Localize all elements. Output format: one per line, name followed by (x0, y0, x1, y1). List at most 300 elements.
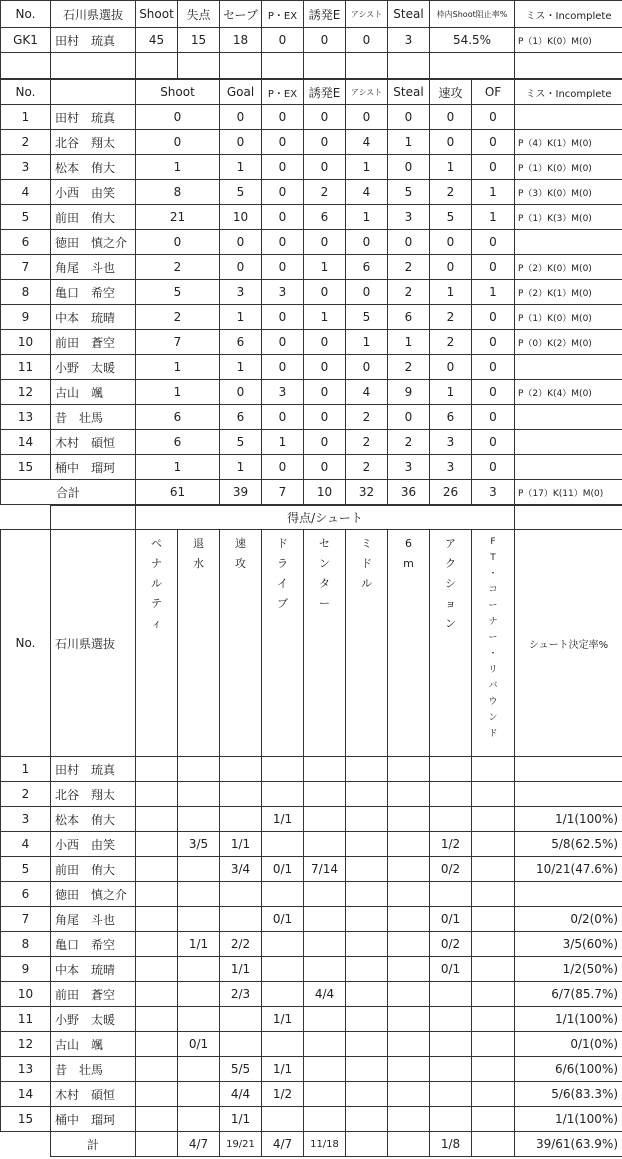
shot-cell (304, 882, 346, 907)
shot-cell (136, 957, 178, 982)
header-char: ミ (361, 537, 372, 550)
player-miss: P（3）K(0）M(0) (515, 180, 622, 205)
stat-cell: 0 (304, 155, 346, 180)
gk-miss: P（1）K(0）M(0) (515, 28, 622, 53)
total-fastbreak: 19/21 (220, 1132, 262, 1157)
shot-cell (472, 807, 515, 832)
stat-cell: 1 (136, 155, 220, 180)
shot-cell (472, 957, 515, 982)
stat-cell: 1 (220, 355, 262, 380)
player-miss (515, 405, 622, 430)
shot-cell (262, 782, 304, 807)
shot-cell (178, 957, 220, 982)
stat-cell: 2 (388, 355, 430, 380)
gk-header-row (1, 1, 622, 28)
shot-cell (346, 982, 388, 1007)
stat-cell: 0 (472, 355, 515, 380)
shot-cell (346, 1082, 388, 1107)
shot-cell (178, 1107, 220, 1132)
header-char: ブ (277, 597, 288, 610)
stat-cell: 1 (430, 155, 472, 180)
player-name: 中本 琉晴 (51, 305, 136, 330)
header-induced-error: 誘発E (304, 80, 346, 105)
shot-cell (262, 832, 304, 857)
shot-cell (472, 1107, 515, 1132)
stat-cell: 1 (472, 180, 515, 205)
stat-cell: 0 (472, 255, 515, 280)
stat-cell: 2 (304, 180, 346, 205)
shot-cell: 0/1 (262, 857, 304, 882)
header-conceded: 失点 (178, 1, 220, 28)
stat-cell: 2 (430, 180, 472, 205)
header-no: No. (1, 530, 51, 757)
header-char: 退 (193, 537, 204, 550)
shot-group-label: 得点/シュート (136, 506, 515, 530)
shot-cell (388, 782, 430, 807)
header-ft-corner-rebound (472, 530, 515, 757)
stat-cell: 0 (304, 455, 346, 480)
player-miss (515, 430, 622, 455)
stat-cell: 0 (262, 130, 304, 155)
stat-cell: 1 (304, 255, 346, 280)
header-char: ン (445, 617, 456, 630)
stat-cell: 0 (472, 155, 515, 180)
shot-cell (136, 1032, 178, 1057)
table-row (1, 205, 622, 230)
shot-cell (472, 907, 515, 932)
player-miss: P（1）K(0）M(0) (515, 155, 622, 180)
stat-cell: 2 (430, 305, 472, 330)
player-name: 木村 碩恒 (51, 1082, 136, 1107)
gk-save: 18 (220, 28, 262, 53)
shot-cell (178, 1082, 220, 1107)
header-char: m (403, 557, 414, 570)
shot-rate: 10/21(47.6%) (515, 857, 622, 882)
shot-cell (388, 1107, 430, 1132)
shot-cell (430, 882, 472, 907)
total-fastbreak: 26 (430, 480, 472, 505)
player-no: 1 (1, 757, 51, 782)
stat-cell: 8 (136, 180, 220, 205)
shot-cell (136, 1007, 178, 1032)
shot-cell (388, 932, 430, 957)
player-miss: P（2）K(4）M(0) (515, 380, 622, 405)
shot-cell (220, 782, 262, 807)
stat-cell: 3 (262, 280, 304, 305)
header-char: ド (488, 729, 498, 739)
header-6m (388, 530, 430, 757)
stat-cell: 21 (136, 205, 220, 230)
shot-cell (472, 1007, 515, 1032)
header-team: 石川県選抜 (51, 1, 136, 28)
header-char: 速 (235, 537, 246, 550)
shot-cell (136, 857, 178, 882)
stat-cell: 6 (220, 330, 262, 355)
stat-cell: 0 (346, 355, 388, 380)
shot-cell: 0/1 (262, 907, 304, 932)
total-induced-error: 10 (304, 480, 346, 505)
player-name: 桶中 瑠珂 (51, 455, 136, 480)
player-no: 9 (1, 957, 51, 982)
total-label: 合計 (1, 480, 136, 505)
shot-cell (178, 1007, 220, 1032)
stat-cell: 4 (346, 380, 388, 405)
stat-cell: 0 (262, 155, 304, 180)
shot-rate: 0/2(0%) (515, 907, 622, 932)
shot-cell (388, 1057, 430, 1082)
shot-rate: 6/7(85.7%) (515, 982, 622, 1007)
header-shot-rate: シュート決定率% (515, 530, 622, 757)
header-pex: P・EX (262, 1, 304, 28)
shot-cell (136, 907, 178, 932)
shot-cell: 1/1 (262, 807, 304, 832)
player-name: 小西 由笑 (51, 832, 136, 857)
stat-cell: 3 (220, 280, 262, 305)
shot-cell: 1/1 (220, 832, 262, 857)
header-char: ー (488, 601, 498, 611)
header-penalty (136, 530, 178, 757)
player-no: 6 (1, 882, 51, 907)
player-name: 昔 壮馬 (51, 405, 136, 430)
shot-cell (304, 757, 346, 782)
player-miss: P（2）K(1）M(0) (515, 280, 622, 305)
player-miss: P（4）K(1）M(0) (515, 130, 622, 155)
header-char: 攻 (235, 557, 246, 570)
stat-cell: 5 (430, 205, 472, 230)
shot-cell: 1/1 (262, 1007, 304, 1032)
stat-cell: 0 (304, 355, 346, 380)
player-no: 12 (1, 380, 51, 405)
player-no: 4 (1, 180, 51, 205)
header-char: ・ (488, 569, 498, 579)
stat-cell: 2 (388, 255, 430, 280)
gk-assist: 0 (346, 28, 388, 53)
header-char: ン (319, 557, 330, 570)
player-name: 前田 侑大 (51, 205, 136, 230)
player-no: 14 (1, 430, 51, 455)
shot-cell (472, 1082, 515, 1107)
gk-name: 田村 琉真 (51, 28, 136, 53)
stat-cell: 1 (220, 155, 262, 180)
gk-save-rate: 54.5% (430, 28, 515, 53)
field-player-table (0, 79, 622, 505)
shot-cell (304, 1032, 346, 1057)
header-fastbreak (220, 530, 262, 757)
shot-total-row (1, 1132, 622, 1157)
shot-cell (220, 1007, 262, 1032)
gk-conceded: 15 (178, 28, 220, 53)
player-miss (515, 230, 622, 255)
player-no: 4 (1, 832, 51, 857)
stat-cell: 0 (220, 105, 262, 130)
header-char: 水 (193, 557, 204, 570)
shot-cell (388, 1032, 430, 1057)
header-assist: アシスト (346, 80, 388, 105)
stat-cell: 5 (136, 280, 220, 305)
stat-cell: 1 (136, 455, 220, 480)
shot-cell (346, 1032, 388, 1057)
shot-cell (178, 1057, 220, 1082)
stat-cell: 1 (346, 205, 388, 230)
shot-cell (304, 932, 346, 957)
shot-rate: 1/1(100%) (515, 1107, 622, 1132)
shot-cell (136, 832, 178, 857)
shot-cell: 2/3 (220, 982, 262, 1007)
shot-cell: 0/2 (430, 932, 472, 957)
table-row (1, 430, 622, 455)
player-name: 古山 颯 (51, 380, 136, 405)
table-row (1, 355, 622, 380)
stat-cell: 0 (304, 105, 346, 130)
stat-cell: 3 (388, 455, 430, 480)
total-goal: 39 (220, 480, 262, 505)
shot-cell (430, 757, 472, 782)
player-no: 7 (1, 255, 51, 280)
total-miss: P（17）K(11）M(0) (515, 480, 622, 505)
total-drive: 4/7 (262, 1132, 304, 1157)
player-no: 2 (1, 130, 51, 155)
table-row (1, 907, 622, 932)
stat-cell: 2 (388, 280, 430, 305)
total-shoot: 61 (136, 480, 220, 505)
gk-pex: 0 (262, 28, 304, 53)
shot-cell (346, 1057, 388, 1082)
table-row (1, 757, 622, 782)
stat-cell: 1 (220, 455, 262, 480)
header-no: No. (1, 80, 51, 105)
stat-cell: 0 (220, 255, 262, 280)
shot-cell: 4/4 (220, 1082, 262, 1107)
shot-cell: 0/2 (430, 857, 472, 882)
player-name: 木村 碩恒 (51, 430, 136, 455)
player-no: 11 (1, 1007, 51, 1032)
table-row (1, 832, 622, 857)
shot-cell (220, 807, 262, 832)
header-no: No. (1, 1, 51, 28)
player-name: 前田 蒼空 (51, 982, 136, 1007)
field-header-row (1, 80, 622, 105)
header-char: ド (361, 557, 372, 570)
stat-cell: 6 (220, 405, 262, 430)
player-name: 亀口 希空 (51, 280, 136, 305)
player-name: 田村 琉真 (51, 105, 136, 130)
table-row (1, 405, 622, 430)
player-no: 2 (1, 782, 51, 807)
stat-cell: 0 (220, 380, 262, 405)
stat-cell: 1 (472, 280, 515, 305)
stat-cell: 0 (472, 305, 515, 330)
shot-rate: 1/1(100%) (515, 1007, 622, 1032)
total-penalty (136, 1132, 178, 1157)
header-char: T (490, 553, 496, 563)
shot-cell (472, 1032, 515, 1057)
shot-cell: 2/2 (220, 932, 262, 957)
shot-cell (388, 757, 430, 782)
player-name: 北谷 翔太 (51, 130, 136, 155)
stat-cell: 0 (472, 430, 515, 455)
table-row (1, 105, 622, 130)
stat-cell: 6 (136, 430, 220, 455)
player-no: 3 (1, 807, 51, 832)
stat-cell: 2 (346, 405, 388, 430)
shot-cell (304, 832, 346, 857)
header-steal: Steal (388, 80, 430, 105)
shot-cell: 5/5 (220, 1057, 262, 1082)
spacer-row (1, 53, 622, 79)
header-char: ョ (445, 597, 456, 610)
shot-group-row (1, 506, 622, 530)
shot-cell (388, 807, 430, 832)
stat-cell: 0 (472, 405, 515, 430)
stat-cell: 2 (346, 455, 388, 480)
shot-cell (262, 1032, 304, 1057)
stat-cell: 0 (472, 330, 515, 355)
shot-cell: 3/4 (220, 857, 262, 882)
player-no: 1 (1, 105, 51, 130)
shot-cell (220, 757, 262, 782)
player-name: 松本 侑大 (51, 807, 136, 832)
stat-cell: 0 (304, 130, 346, 155)
player-no: 9 (1, 305, 51, 330)
shot-cell (178, 907, 220, 932)
shot-cell (304, 782, 346, 807)
header-assist: アシスト (346, 1, 388, 28)
player-name: 前田 侑大 (51, 857, 136, 882)
field-total-row (1, 480, 622, 505)
shot-rate (515, 757, 622, 782)
player-name: 徳田 慎之介 (51, 882, 136, 907)
stat-cell: 0 (430, 255, 472, 280)
stat-cell: 0 (304, 405, 346, 430)
shot-rate: 0/1(0%) (515, 1032, 622, 1057)
header-miss: ミス・Incomplete (515, 80, 622, 105)
shot-cell (430, 1032, 472, 1057)
shot-cell (304, 1082, 346, 1107)
header-char: ペ (151, 537, 162, 550)
player-no: 3 (1, 155, 51, 180)
stat-cell: 0 (262, 405, 304, 430)
total-action: 1/8 (430, 1132, 472, 1157)
stat-cell: 0 (262, 230, 304, 255)
player-no: 13 (1, 1057, 51, 1082)
stat-cell: 6 (388, 305, 430, 330)
table-row (1, 180, 622, 205)
stat-cell: 0 (472, 455, 515, 480)
player-miss (515, 455, 622, 480)
player-name: 昔 壮馬 (51, 1057, 136, 1082)
player-no: 10 (1, 982, 51, 1007)
shot-cell (472, 882, 515, 907)
stat-cell: 0 (304, 230, 346, 255)
shot-cell: 1/2 (430, 832, 472, 857)
player-miss: P（1）K(0）M(0) (515, 305, 622, 330)
table-row (1, 230, 622, 255)
shot-cell (136, 982, 178, 1007)
gk-shoot: 45 (136, 28, 178, 53)
stat-cell: 0 (136, 105, 220, 130)
table-row (1, 380, 622, 405)
shot-cell (346, 907, 388, 932)
shot-cell (178, 807, 220, 832)
shot-cell (472, 932, 515, 957)
player-name: 小野 太暖 (51, 355, 136, 380)
shot-cell (346, 882, 388, 907)
header-steal: Steal (388, 1, 430, 28)
shot-cell (430, 982, 472, 1007)
header-drive (262, 530, 304, 757)
stat-cell: 0 (262, 255, 304, 280)
total-steal: 36 (388, 480, 430, 505)
header-char: ・ (488, 649, 498, 659)
shot-cell (430, 1007, 472, 1032)
stat-cell: 3 (430, 455, 472, 480)
shot-cell (304, 807, 346, 832)
shot-cell (346, 932, 388, 957)
header-save-rate: 枠内Shoot阻止率% (430, 1, 515, 28)
gk-no: GK1 (1, 28, 51, 53)
stat-cell: 0 (304, 380, 346, 405)
shot-cell: 7/14 (304, 857, 346, 882)
shot-cell (304, 1007, 346, 1032)
shot-cell (472, 982, 515, 1007)
shot-cell (136, 932, 178, 957)
shot-rate: 1/2(50%) (515, 957, 622, 982)
stat-cell: 0 (304, 330, 346, 355)
header-char: ナ (151, 557, 162, 570)
stat-cell: 0 (262, 105, 304, 130)
stat-cell: 1 (136, 355, 220, 380)
stat-cell: 0 (346, 230, 388, 255)
header-char: F (490, 537, 496, 547)
stat-cell: 1 (262, 430, 304, 455)
shot-cell (262, 1107, 304, 1132)
table-row (1, 807, 622, 832)
stat-cell: 6 (136, 405, 220, 430)
shot-cell (472, 782, 515, 807)
stat-cell: 6 (430, 405, 472, 430)
table-row (1, 1082, 622, 1107)
player-no: 7 (1, 907, 51, 932)
shot-cell (220, 882, 262, 907)
shot-cell (430, 1082, 472, 1107)
header-char: コ (488, 585, 498, 595)
shot-cell (472, 757, 515, 782)
shot-cell (136, 1057, 178, 1082)
shot-cell (346, 1107, 388, 1132)
shot-cell (262, 957, 304, 982)
shot-cell (136, 882, 178, 907)
shot-cell (178, 882, 220, 907)
player-name: 前田 蒼空 (51, 330, 136, 355)
table-row (1, 130, 622, 155)
stat-cell: 0 (430, 230, 472, 255)
stat-cell: 5 (220, 430, 262, 455)
header-char: ド (277, 537, 288, 550)
shot-cell (220, 907, 262, 932)
shot-cell (346, 832, 388, 857)
stat-cell: 6 (346, 255, 388, 280)
shot-cell (388, 857, 430, 882)
shot-rate: 5/6(83.3%) (515, 1082, 622, 1107)
header-goal: Goal (220, 80, 262, 105)
header-shoot: Shoot (136, 1, 178, 28)
table-row (1, 330, 622, 355)
stat-cell: 0 (388, 230, 430, 255)
shot-rate: 1/1(100%) (515, 807, 622, 832)
shot-cell (472, 1057, 515, 1082)
stat-cell: 0 (430, 130, 472, 155)
stat-cell: 1 (220, 305, 262, 330)
